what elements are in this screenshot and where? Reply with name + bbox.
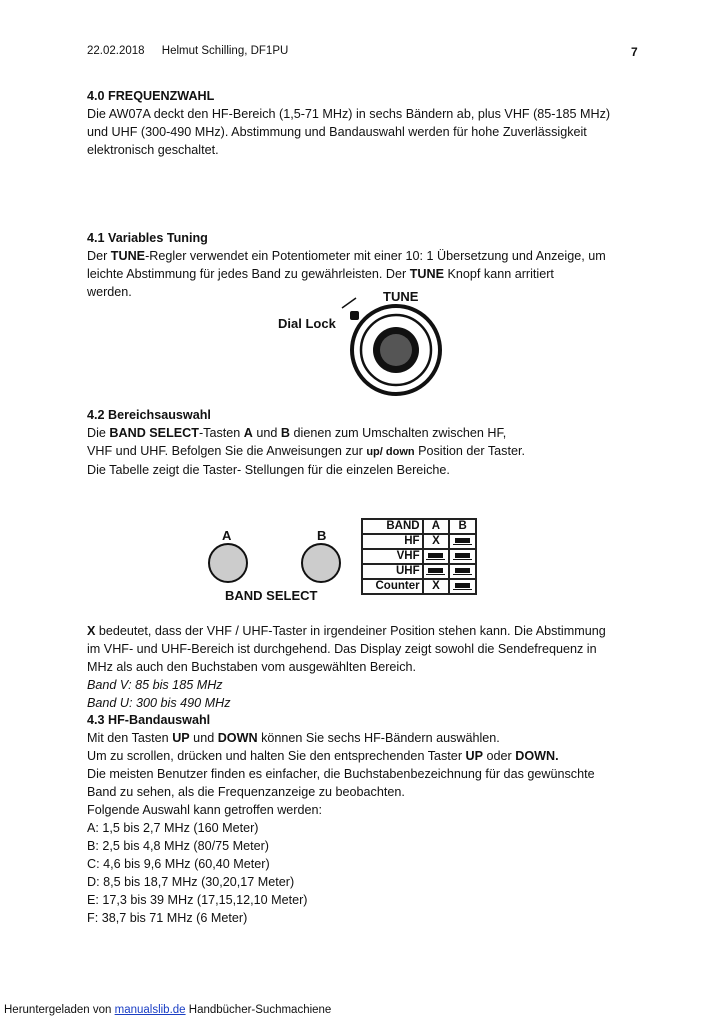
key-a-cell: X bbox=[423, 534, 450, 549]
band-name-cell: Counter bbox=[362, 579, 423, 594]
pressed-key-icon bbox=[455, 568, 470, 573]
table-header-row bbox=[362, 519, 476, 534]
section-4-1-title: 4.1 Variables Tuning bbox=[87, 231, 208, 245]
section-4-2 bbox=[87, 406, 657, 479]
dial-lock-label: Dial Lock bbox=[278, 316, 336, 331]
table-row bbox=[362, 579, 476, 594]
paragraph-line: VHF und UHF. Befolgen Sie die Anweisungen zur up/ down Position der Taster. bbox=[87, 444, 525, 458]
section-4-2-notes bbox=[87, 622, 657, 712]
band-name-cell: UHF bbox=[362, 564, 423, 579]
paragraph-line: Die AW07A deckt den HF-Bereich (1,5-71 MHz) in sechs Bändern ab, plus VHF (85-185 MHz) bbox=[87, 107, 611, 121]
band-button-b bbox=[302, 544, 340, 582]
paragraph-line: X bedeutet, dass der VHF / UHF-Taster in irgendeiner Position stehen kann. Die Abstimmung bbox=[87, 624, 606, 638]
pressed-key-icon bbox=[455, 553, 470, 558]
key-b-cell bbox=[449, 564, 476, 579]
band-v-range: Band V: 85 bis 185 MHz bbox=[87, 678, 223, 692]
manualslib-link[interactable]: manualslib.de bbox=[114, 1004, 186, 1016]
key-a-cell bbox=[423, 564, 450, 579]
table-row bbox=[362, 549, 476, 564]
table-header-cell: A bbox=[423, 519, 450, 534]
band-u-range: Band U: 300 bis 490 MHz bbox=[87, 696, 231, 710]
table-row bbox=[362, 564, 476, 579]
tune-label: TUNE bbox=[383, 289, 419, 304]
lock-lever bbox=[342, 298, 356, 308]
table-header-cell: B bbox=[449, 519, 476, 534]
header-date: 22.02.2018 bbox=[87, 45, 145, 57]
hf-band-item: C: 4,6 bis 9,6 MHz (60,40 Meter) bbox=[87, 857, 270, 871]
paragraph-line: werden. bbox=[87, 285, 132, 299]
section-4-0-title: 4.0 FREQUENZWAHL bbox=[87, 89, 215, 103]
knob-cap bbox=[380, 334, 412, 366]
key-b-cell bbox=[449, 579, 476, 594]
paragraph-line: Die meisten Benutzer finden es einfacher, die Buchstabenbezeichnung für das gewünschte bbox=[87, 767, 595, 781]
section-4-3 bbox=[87, 711, 657, 927]
section-4-2-title: 4.2 Bereichsauswahl bbox=[87, 408, 211, 422]
paragraph-line: im VHF- und UHF-Bereich ist durchgehend. Das Display zeigt sowohl die Sendefrequenz in bbox=[87, 642, 597, 656]
dial-lock-button bbox=[350, 311, 359, 320]
key-a-cell: X bbox=[423, 579, 450, 594]
hf-band-item: F: 38,7 bis 71 MHz (6 Meter) bbox=[87, 911, 248, 925]
pressed-key-icon bbox=[455, 538, 470, 543]
paragraph-line: leichte Abstimmung für jedes Band zu gewährleisten. Der TUNE Knopf kann arritiert bbox=[87, 267, 554, 281]
key-b-cell bbox=[449, 549, 476, 564]
tune-knob-figure bbox=[270, 286, 450, 402]
button-a-label: A bbox=[222, 528, 232, 543]
button-b-label: B bbox=[317, 528, 327, 543]
pressed-key-icon bbox=[428, 553, 443, 558]
pressed-key-icon bbox=[428, 568, 443, 573]
page-number: 7 bbox=[631, 45, 638, 59]
paragraph-line: Band zu sehen, als die Frequenzanzeige zu beobachten. bbox=[87, 785, 405, 799]
band-name-cell: HF bbox=[362, 534, 423, 549]
paragraph-line: Mit den Tasten UP und DOWN können Sie sechs HF-Bändern auswählen. bbox=[87, 731, 500, 745]
band-select-label: BAND SELECT bbox=[225, 588, 318, 603]
paragraph-line: MHz als auch den Buchstaben vom ausgewählten Bereich. bbox=[87, 660, 417, 674]
band-table bbox=[361, 518, 477, 595]
page-footer: Heruntergeladen von manualslib.de Handbücher-Suchmachiene bbox=[4, 1004, 332, 1016]
paragraph-line: Der TUNE-Regler verwendet ein Potentiometer mit einer 10: 1 Übersetzung und Anzeige, um bbox=[87, 249, 606, 263]
table-row bbox=[362, 534, 476, 549]
section-4-3-title: 4.3 HF-Bandauswahl bbox=[87, 713, 211, 727]
hf-band-item: A: 1,5 bis 2,7 MHz (160 Meter) bbox=[87, 821, 259, 835]
hf-band-item: D: 8,5 bis 18,7 MHz (30,20,17 Meter) bbox=[87, 875, 295, 889]
section-4-0 bbox=[87, 87, 657, 159]
paragraph-line: elektronisch geschaltet. bbox=[87, 143, 219, 157]
band-button-a bbox=[209, 544, 247, 582]
key-a-cell bbox=[423, 549, 450, 564]
band-select-figure bbox=[196, 520, 356, 606]
hf-band-item: B: 2,5 bis 4,8 MHz (80/75 Meter) bbox=[87, 839, 269, 853]
paragraph-line: Die BAND SELECT-Tasten A und B dienen zum Umschalten zwischen HF, bbox=[87, 426, 507, 440]
pressed-key-icon bbox=[455, 583, 470, 588]
band-name-cell: VHF bbox=[362, 549, 423, 564]
paragraph-line: Die Tabelle zeigt die Taster- Stellungen für die einzelen Bereiche. bbox=[87, 463, 450, 477]
table-header-cell: BAND bbox=[362, 519, 423, 534]
header-author: Helmut Schilling, DF1PU bbox=[161, 45, 289, 57]
key-b-cell bbox=[449, 534, 476, 549]
paragraph-line: Um zu scrollen, drücken und halten Sie den entsprechenden Taster UP oder DOWN. bbox=[87, 749, 559, 763]
paragraph-line: und UHF (300-490 MHz). Abstimmung und Bandauswahl werden für hohe Zuverlässigkeit bbox=[87, 125, 587, 139]
page-header bbox=[87, 45, 288, 57]
paragraph-line: Folgende Auswahl kann getroffen werden: bbox=[87, 803, 323, 817]
hf-band-item: E: 17,3 bis 39 MHz (17,15,12,10 Meter) bbox=[87, 893, 308, 907]
